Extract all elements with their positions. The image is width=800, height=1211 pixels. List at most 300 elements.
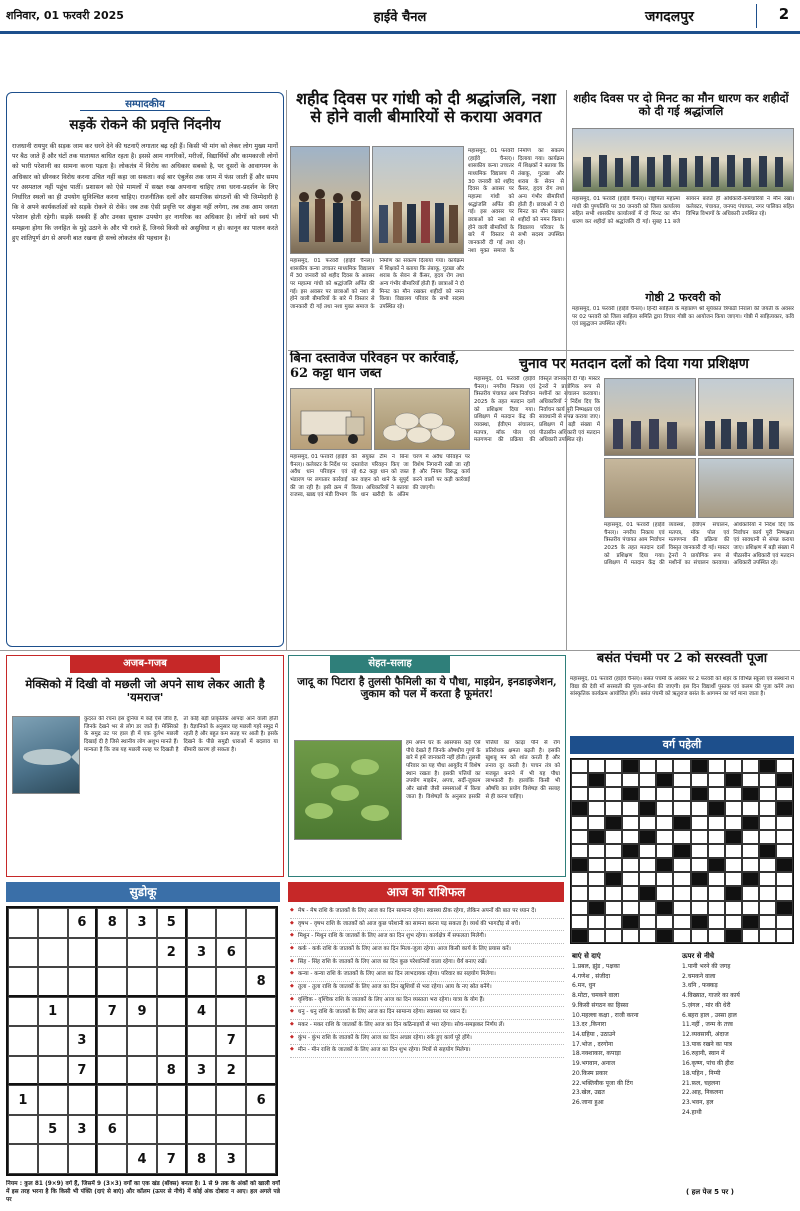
crossword-cell[interactable] xyxy=(656,816,673,830)
sudoku-cell[interactable]: 3 xyxy=(68,1115,98,1145)
sudoku-cell[interactable]: 6 xyxy=(68,908,98,938)
sudoku-cell[interactable] xyxy=(246,1056,276,1086)
rashifal-item: ◆ कुंभ - कुंभ राशि के जातकों के लिए आज का दिन अच्छा रहेगा। रुके हुए कार्य पूरे होंगे। xyxy=(290,1033,564,1046)
crossword-cell[interactable] xyxy=(605,830,622,844)
crossword-cell[interactable] xyxy=(776,915,793,929)
crossword-cell[interactable] xyxy=(742,858,759,872)
crossword-cell[interactable] xyxy=(742,886,759,900)
sudoku-cell[interactable] xyxy=(187,1026,217,1056)
crossword-cell[interactable] xyxy=(673,872,690,886)
lead-photo-right xyxy=(372,146,464,254)
crossword-cell[interactable] xyxy=(656,915,673,929)
bullet-icon: ◆ xyxy=(290,932,294,939)
crossword-cell[interactable] xyxy=(605,929,622,943)
bullet-icon: ◆ xyxy=(290,919,294,926)
crossword-cell[interactable] xyxy=(571,872,588,886)
crossword-cell[interactable] xyxy=(622,830,639,844)
sudoku-cell[interactable] xyxy=(68,1085,98,1115)
crossword-cell[interactable] xyxy=(588,801,605,815)
sudoku-cell[interactable] xyxy=(187,908,217,938)
crossword-block xyxy=(691,759,708,773)
masthead-divider xyxy=(756,4,757,28)
sudoku-cell[interactable] xyxy=(216,1115,246,1145)
sudoku-cell[interactable]: 8 xyxy=(246,967,276,997)
crossword-block xyxy=(622,759,639,773)
bullet-icon: ◆ xyxy=(290,1008,294,1015)
ajab-tab: अजब-गजब xyxy=(70,655,220,673)
crossword-cell[interactable] xyxy=(742,801,759,815)
crossword-cell[interactable] xyxy=(639,787,656,801)
crossword-block xyxy=(742,872,759,886)
crossword-cell[interactable] xyxy=(708,929,725,943)
sudoku-cell[interactable] xyxy=(216,1085,246,1115)
sudoku-grid[interactable] xyxy=(6,906,278,1176)
sudoku-cell[interactable]: 7 xyxy=(216,1026,246,1056)
crossword-block xyxy=(691,915,708,929)
crossword-block xyxy=(605,872,622,886)
sudoku-cell[interactable]: 8 xyxy=(157,1056,187,1086)
crossword-cell[interactable] xyxy=(691,886,708,900)
sehat-photo xyxy=(294,740,402,840)
sudoku-cell[interactable] xyxy=(246,1026,276,1056)
sudoku-cell[interactable]: 6 xyxy=(97,1115,127,1145)
sudoku-cell[interactable] xyxy=(38,908,68,938)
sudoku-cell[interactable] xyxy=(38,1144,68,1174)
people-photo-icon xyxy=(373,147,464,254)
sudoku-cell[interactable]: 5 xyxy=(157,908,187,938)
bullet-icon: ◆ xyxy=(290,982,294,989)
sudoku-cell[interactable] xyxy=(8,1144,38,1174)
crossword-block xyxy=(673,816,690,830)
sudoku-cell[interactable]: 6 xyxy=(246,1085,276,1115)
sudoku-cell[interactable] xyxy=(157,967,187,997)
sudoku-cell[interactable] xyxy=(246,938,276,968)
sudoku-cell[interactable] xyxy=(38,1056,68,1086)
bullet-icon: ◆ xyxy=(290,1020,294,1027)
crossword-cell[interactable] xyxy=(605,915,622,929)
crossword-block xyxy=(691,787,708,801)
crossword-cell[interactable] xyxy=(673,886,690,900)
sudoku-cell[interactable] xyxy=(38,938,68,968)
sudoku-cell[interactable] xyxy=(38,1085,68,1115)
sudoku-cell[interactable] xyxy=(68,1144,98,1174)
chunav-headline: चुनाव पर मतदान दलों को दिया गया प्रशिक्षण xyxy=(519,356,749,372)
crossword-cell[interactable] xyxy=(776,830,793,844)
crossword-cell[interactable] xyxy=(605,801,622,815)
crossword-cell[interactable] xyxy=(691,773,708,787)
sudoku-cell[interactable] xyxy=(127,1056,157,1086)
people-photo-icon xyxy=(605,379,696,456)
crossword-cell[interactable] xyxy=(571,816,588,830)
crossword-clue: 1.प्रबल, झुंड , पक्षका xyxy=(572,963,620,970)
rashifal-item: ◆ कर्क - कर्क राशि के जातकों के लिए आज का दिन मिला-जुला रहेगा। आज किसी कार्य के लिए प्रयास करें। xyxy=(290,944,564,957)
rashifal-list xyxy=(290,906,564,1208)
crossword-block xyxy=(725,830,742,844)
sudoku-cell[interactable] xyxy=(68,997,98,1027)
sudoku-cell[interactable]: 5 xyxy=(38,1115,68,1145)
basant-body: महासमुंद, 01 फरवरी (हाईवे चैनल)। बसंत पंचमी के अवसर पर 2 फरवरी को शहर के विभिन्न स्कूलों एवं संस्थानों में विद्या की देवी माँ सरस्वती की पूजा-अर्चना की जाएगी। इस दिन विद्यार्थी पुस्तक एवं कलम की पूजा करेंगे तथा सांस्कृतिक कार्यक्रम आयोजित होंगे। बसंत पंचमी को ऋतुराज बसंत के आगमन का पर्व माना जाता है। xyxy=(570,676,794,698)
crossword-cell[interactable] xyxy=(656,830,673,844)
ajab-photo xyxy=(12,716,80,794)
crossword-cell[interactable] xyxy=(605,901,622,915)
sudoku-cell[interactable] xyxy=(97,1144,127,1174)
crossword-grid[interactable] xyxy=(570,758,794,944)
sudoku-tab: सुडोकू xyxy=(6,882,280,902)
crossword-down-list xyxy=(682,962,794,1184)
crossword-block xyxy=(656,901,673,915)
crossword-cell[interactable] xyxy=(639,773,656,787)
crossword-note: ( हल पेज 5 पर ) xyxy=(686,1188,734,1196)
sudoku-cell[interactable]: 3 xyxy=(187,938,217,968)
crossword-block xyxy=(622,915,639,929)
crossword-down-title: ऊपर से नीचे xyxy=(682,952,715,960)
crossword-cell[interactable] xyxy=(759,801,776,815)
crossword-cell[interactable] xyxy=(605,759,622,773)
crossword-cell[interactable] xyxy=(588,816,605,830)
sudoku-cell[interactable] xyxy=(216,997,246,1027)
crossword-cell[interactable] xyxy=(588,759,605,773)
crossword-clue: 13.दर ,किनारा xyxy=(572,1021,607,1029)
sudoku-cell[interactable] xyxy=(8,967,38,997)
crossword-cell[interactable] xyxy=(776,886,793,900)
crossword-cell[interactable] xyxy=(571,886,588,900)
sudoku-cell[interactable]: 6 xyxy=(216,938,246,968)
sudoku-cell[interactable] xyxy=(246,1144,276,1174)
section-rule xyxy=(288,350,794,351)
gosthi-headline: गोष्ठी 2 फरवरी को xyxy=(645,291,721,304)
crossword-cell[interactable] xyxy=(588,872,605,886)
crossword-cell[interactable] xyxy=(639,816,656,830)
sudoku-cell[interactable] xyxy=(187,1085,217,1115)
sudoku-cell[interactable] xyxy=(8,1115,38,1145)
crossword-cell[interactable] xyxy=(759,872,776,886)
crossword-cell[interactable] xyxy=(742,901,759,915)
crossword-cell[interactable] xyxy=(605,844,622,858)
sudoku-cell[interactable]: 1 xyxy=(8,1085,38,1115)
crossword-cell[interactable] xyxy=(708,773,725,787)
crossword-clue: 10.महल्ला कक्षा , राजी करना xyxy=(572,1011,639,1019)
crossword-cell[interactable] xyxy=(588,858,605,872)
crossword-cell[interactable] xyxy=(673,901,690,915)
sehat-tab: सेहत-सलाह xyxy=(330,655,450,673)
sudoku-cell[interactable] xyxy=(8,938,38,968)
crossword-cell[interactable] xyxy=(759,787,776,801)
crossword-cell[interactable] xyxy=(639,844,656,858)
crossword-cell[interactable] xyxy=(656,844,673,858)
crossword-block xyxy=(725,886,742,900)
crossword-cell[interactable] xyxy=(571,915,588,929)
crossword-block xyxy=(708,801,725,815)
sudoku-cell[interactable] xyxy=(97,1085,127,1115)
crossword-cell[interactable] xyxy=(673,929,690,943)
bullet-icon: ◆ xyxy=(290,957,294,964)
sudoku-cell[interactable] xyxy=(157,1115,187,1145)
sudoku-cell[interactable]: 4 xyxy=(127,1144,157,1174)
crossword-cell[interactable] xyxy=(708,886,725,900)
sudoku-cell[interactable]: 8 xyxy=(97,908,127,938)
crossword-cell[interactable] xyxy=(639,858,656,872)
crossword-cell[interactable] xyxy=(725,872,742,886)
crossword-cell[interactable] xyxy=(742,759,759,773)
crossword-block xyxy=(639,801,656,815)
crossword-block xyxy=(656,773,673,787)
crossword-block xyxy=(759,759,776,773)
sudoku-cell[interactable] xyxy=(8,908,38,938)
crossword-cell[interactable] xyxy=(742,773,759,787)
sudoku-cell[interactable]: 8 xyxy=(187,1144,217,1174)
crossword-clue: 1.पानी भरने की जगह xyxy=(682,963,731,970)
crossword-cell[interactable] xyxy=(639,915,656,929)
crossword-cell[interactable] xyxy=(708,759,725,773)
crossword-block xyxy=(776,801,793,815)
crossword-cell[interactable] xyxy=(571,787,588,801)
crossword-cell[interactable] xyxy=(588,787,605,801)
crossword-cell[interactable] xyxy=(639,872,656,886)
crossword-cell[interactable] xyxy=(691,816,708,830)
crossword-cell[interactable] xyxy=(571,901,588,915)
crossword-cell[interactable] xyxy=(673,858,690,872)
sudoku-cell[interactable] xyxy=(187,1115,217,1145)
crossword-cell[interactable] xyxy=(571,844,588,858)
crossword-cell[interactable] xyxy=(656,872,673,886)
editorial-tab: सम्पादकीय xyxy=(80,96,210,111)
sudoku-cell[interactable] xyxy=(8,997,38,1027)
crossword-clue: 21.फ़ल, चहलना xyxy=(682,1079,720,1087)
crossword-clue: 20.किस्म प्रकार xyxy=(572,1069,608,1077)
crossword-clue: 9.किसी संगठन का हिस्सा xyxy=(572,1001,629,1009)
sudoku-cell[interactable] xyxy=(127,1085,157,1115)
crossword-cell[interactable] xyxy=(622,886,639,900)
crossword-cell[interactable] xyxy=(776,759,793,773)
sudoku-cell[interactable] xyxy=(127,967,157,997)
crossword-block xyxy=(571,929,588,943)
crossword-cell[interactable] xyxy=(588,929,605,943)
gosthi-body: महासमुंद, 01 फरवरी (हाईवे चैनल)। हिन्दी साहित्य के महाप्राण श्री सूर्यकांत त्रिपाठी निराला की जयंती के अवसर पर 02 फरवरी को जिला साहित्य समिति द्वारा विचार गोष्ठी का आयोजन किया जाएगा। गोष्ठी में साहित्यकार, कवि एवं प्रबुद्धजन उपस्थित रहेंगे। xyxy=(572,306,794,328)
sudoku-cell[interactable]: 7 xyxy=(97,997,127,1027)
crossword-cell[interactable] xyxy=(725,858,742,872)
crossword-cell[interactable] xyxy=(571,773,588,787)
crossword-cell[interactable] xyxy=(776,787,793,801)
crossword-cell[interactable] xyxy=(725,915,742,929)
crossword-cell[interactable] xyxy=(708,872,725,886)
rashifal-item: ◆ सिंह - सिंह राशि के जातकों के लिए आज का दिन कुछ परेशानियों वाला रहेगा। धैर्य बनाए रखें। xyxy=(290,957,564,970)
crossword-clue: 3.धनि , फक्कड़ xyxy=(682,982,718,990)
crossword-cell[interactable] xyxy=(759,886,776,900)
page-number: 2 xyxy=(778,5,790,23)
sudoku-cell[interactable] xyxy=(97,1056,127,1086)
crossword-cell[interactable] xyxy=(708,901,725,915)
sudoku-cell[interactable] xyxy=(127,1115,157,1145)
rashifal-item: ◆ मेष - मेष राशि के जातकों के लिए आज का दिन सामान्य रहेगा। स्वास्थ्य ठीक रहेगा, लेकिन अपनों की बात पर ध्यान दें। xyxy=(290,906,564,919)
crossword-block xyxy=(691,872,708,886)
sudoku-cell[interactable] xyxy=(127,1026,157,1056)
crossword-cell[interactable] xyxy=(656,787,673,801)
crossword-cell[interactable] xyxy=(708,915,725,929)
crossword-block xyxy=(742,787,759,801)
crossword-cell[interactable] xyxy=(759,901,776,915)
crossword-cell[interactable] xyxy=(725,759,742,773)
bullet-icon: ◆ xyxy=(290,995,294,1002)
sudoku-cell[interactable]: 7 xyxy=(68,1056,98,1086)
sudoku-cell[interactable] xyxy=(246,908,276,938)
crossword-cell[interactable] xyxy=(656,886,673,900)
sudoku-cell[interactable] xyxy=(97,938,127,968)
crossword-cell[interactable] xyxy=(588,886,605,900)
sudoku-cell[interactable]: 3 xyxy=(216,1144,246,1174)
crossword-clue: 6.बहरा हाल , उस्सा हाल xyxy=(682,1011,737,1019)
crossword-cell[interactable] xyxy=(708,844,725,858)
crossword-cell[interactable] xyxy=(691,801,708,815)
crossword-cell[interactable] xyxy=(725,787,742,801)
crossword-clue: 14.ग्रहिया , उठाउने xyxy=(572,1031,616,1039)
crossword-block xyxy=(639,886,656,900)
sudoku-cell[interactable] xyxy=(216,908,246,938)
masthead-city: जगदलपुर xyxy=(645,9,694,25)
crossword-cell[interactable] xyxy=(691,858,708,872)
plant-icon xyxy=(295,741,402,840)
sacks-photo-icon xyxy=(375,389,470,450)
crossword-cell[interactable] xyxy=(588,915,605,929)
maun-body: महासमुंद, 01 फरवरी (हाईवे चैनल)। राष्ट्रपिता महात्मा गांधी की पुण्यतिथि पर 30 जनवरी को जिला कार्यालय सहित सभी शासकीय कार्यालयों में दो मिनट का मौन धारण कर शहीदों को श्रद्धांजलि दी गई। सुबह 11 बजे सायरन बजते ही अधिकारी-कर्मचारियों ने मौन रखा। कलेक्टर, पंचायत, जनपद पंचायत, नगर पालिका सहित विभिन्न विभागों के अधिकारी उपस्थित रहे। xyxy=(572,196,794,226)
crossword-cell[interactable] xyxy=(691,844,708,858)
crossword-cell[interactable] xyxy=(742,844,759,858)
sudoku-cell[interactable] xyxy=(246,997,276,1027)
crossword-cell[interactable] xyxy=(673,915,690,929)
sudoku-cell[interactable] xyxy=(38,967,68,997)
crossword-clue: 6.मन, धुन xyxy=(572,982,596,990)
sudoku-cell[interactable] xyxy=(127,938,157,968)
sudoku-cell[interactable] xyxy=(38,1026,68,1056)
crossword-cell[interactable] xyxy=(622,801,639,815)
crossword-cell[interactable] xyxy=(708,816,725,830)
crossword-cell[interactable] xyxy=(776,929,793,943)
crossword-clue: 22.आह, निकलना xyxy=(682,1089,724,1097)
crossword-cell[interactable] xyxy=(673,830,690,844)
crossword-cell[interactable] xyxy=(759,773,776,787)
rashifal-tab: आज का राशिफल xyxy=(288,882,564,902)
crossword-cell[interactable] xyxy=(622,816,639,830)
editorial-headline: सड़कें रोकने की प्रवृत्ति निंदनीय xyxy=(69,117,221,133)
crossword-cell[interactable] xyxy=(708,787,725,801)
crossword-cell[interactable] xyxy=(639,759,656,773)
crossword-cell[interactable] xyxy=(759,830,776,844)
sudoku-cell[interactable] xyxy=(97,1026,127,1056)
crossword-cell[interactable] xyxy=(673,801,690,815)
sudoku-cell[interactable]: 9 xyxy=(127,997,157,1027)
sudoku-cell[interactable]: 2 xyxy=(216,1056,246,1086)
sudoku-cell[interactable] xyxy=(8,1026,38,1056)
crossword-cell[interactable] xyxy=(673,773,690,787)
sudoku-cell[interactable] xyxy=(68,938,98,968)
crossword-cell[interactable] xyxy=(691,929,708,943)
crossword-cell[interactable] xyxy=(605,787,622,801)
sudoku-cell[interactable] xyxy=(157,997,187,1027)
crossword-clue: 18.पहिन , निग्मी xyxy=(682,1069,721,1077)
crossword-clue: 2.चमकने वाला xyxy=(682,972,716,980)
crossword-cell[interactable] xyxy=(622,872,639,886)
sudoku-cell[interactable] xyxy=(187,967,217,997)
sudoku-cell[interactable]: 3 xyxy=(127,908,157,938)
crossword-cell[interactable] xyxy=(622,929,639,943)
crossword-cell[interactable] xyxy=(708,830,725,844)
sudoku-cell[interactable]: 1 xyxy=(38,997,68,1027)
basant-headline: बसंत पंचमी पर 2 को सरस्वती पूजा xyxy=(596,651,768,666)
crossword-tab: वर्ग पहेली xyxy=(570,736,794,754)
sudoku-cell[interactable] xyxy=(216,967,246,997)
crossword-cell[interactable] xyxy=(571,830,588,844)
sudoku-cell[interactable]: 4 xyxy=(187,997,217,1027)
crossword-cell[interactable] xyxy=(759,915,776,929)
crossword-cell[interactable] xyxy=(759,929,776,943)
rashifal-item: ◆ मीन - मीन राशि के जातकों के लिए आज का दिन शुभ रहेगा। मित्रों से सहयोग मिलेगा। xyxy=(290,1045,564,1058)
crossword-cell[interactable] xyxy=(673,787,690,801)
masthead-title: हाईवे चैनल xyxy=(373,10,427,25)
sudoku-cell[interactable] xyxy=(97,967,127,997)
crossword-cell[interactable] xyxy=(639,929,656,943)
crossword-block xyxy=(639,830,656,844)
lead-body-right: महासमुंद, 01 फरवरी (हाईवे चैनल)। शासकीय कन्या उच्चतर माध्यमिक विद्यालय में 30 जनवरी को शहीद दिवस के अवसर पर महात्मा गांधी को श्रद्धांजलि अर्पित की गई। इस अवसर पर छात्राओं को नशा से होने वाली बीमारियों के बारे में विस्तार से जानकारी दी गई तथा नशा मुक्त समाज के निर्माण का संकल्प दिलाया गया। कार्यक्रम में शिक्षकों ने बताया कि तंबाकू, गुटखा और शराब के सेवन से कैंसर, हृदय रोग तथा अन्य गंभीर बीमारियाँ होती हैं। छात्राओं ने दो मिनट का मौन रखकर शहीदों को नमन किया। विद्यालय परिवार के सभी सदस्य उपस्थित रहे। xyxy=(468,148,564,254)
sudoku-cell[interactable]: 3 xyxy=(68,1026,98,1056)
crossword-cell[interactable] xyxy=(742,929,759,943)
crossword-cell[interactable] xyxy=(605,773,622,787)
crossword-block xyxy=(588,830,605,844)
lead-photo-left xyxy=(290,146,370,254)
crossword-cell[interactable] xyxy=(622,858,639,872)
crossword-cell[interactable] xyxy=(725,801,742,815)
crossword-block xyxy=(605,816,622,830)
crossword-cell[interactable] xyxy=(725,816,742,830)
crossword-cell[interactable] xyxy=(656,801,673,815)
column-rule xyxy=(566,90,567,650)
sudoku-cell[interactable]: 3 xyxy=(187,1056,217,1086)
crossword-cell[interactable] xyxy=(759,858,776,872)
crossword-cell[interactable] xyxy=(691,830,708,844)
sudoku-cell[interactable] xyxy=(157,1085,187,1115)
crossword-clue: 13.पाक रखने का पात्र xyxy=(682,1040,732,1048)
crossword-cell[interactable] xyxy=(673,759,690,773)
crossword-cell[interactable] xyxy=(571,759,588,773)
sudoku-cell[interactable]: 2 xyxy=(157,938,187,968)
crossword-cell[interactable] xyxy=(622,901,639,915)
crossword-cell[interactable] xyxy=(776,816,793,830)
crossword-cell[interactable] xyxy=(776,844,793,858)
crossword-cell[interactable] xyxy=(742,830,759,844)
crossword-cell[interactable] xyxy=(605,858,622,872)
crossword-cell[interactable] xyxy=(776,872,793,886)
crossword-cell[interactable] xyxy=(725,901,742,915)
crossword-block xyxy=(622,787,639,801)
crossword-cell[interactable] xyxy=(691,901,708,915)
chunav-body-right: महासमुंद, 01 फरवरी (हाईवे चैनल)। नगरीय निकाय एवं त्रिस्तरीय पंचायत आम निर्वाचन 2025 के तहत मतदान दलों को प्रशिक्षण दिया गया। प्रशिक्षण में मतदान केंद्र की व्यवस्था, ईवीएम संचालन, मतपत्र, मॉक पोल एवं मतगणना की प्रक्रिया की विस्तृत जानकारी दी गई। मास्टर ट्रेनरों ने प्रायोगिक रूप से मशीनों का संचालन करवाया। अधिकारियों ने निर्देश दिए कि निर्वाचन कार्य पूरी निष्पक्षता एवं सावधानी से संपन्न कराया जाए। प्रशिक्षण में बड़ी संख्या में पीठासीन अधिकारी एवं मतदान अधिकारी उपस्थित रहे। xyxy=(604,522,794,567)
sudoku-cell[interactable] xyxy=(246,1115,276,1145)
crossword-cell[interactable] xyxy=(725,844,742,858)
maun-headline: शहीद दिवस पर दो मिनट का मौन धारण कर शहीदों को दी गई श्रद्धांजलि xyxy=(573,91,789,119)
sehat-headline: जादू का पिटारा है तुलसी फैमिली का ये पौधा, माइग्रेन, इनडाइजेशन, जुकाम को पल में करता है फूमंतर! xyxy=(297,676,557,701)
sudoku-cell[interactable] xyxy=(68,967,98,997)
crossword-cell[interactable] xyxy=(759,816,776,830)
crossword-clue: 16.रुहानी, स्वान में xyxy=(682,1050,725,1058)
dhaan-photo-right xyxy=(374,388,470,450)
crossword-cell[interactable] xyxy=(605,886,622,900)
crossword-cell[interactable] xyxy=(622,773,639,787)
sudoku-cell[interactable] xyxy=(8,1056,38,1086)
sudoku-cell[interactable] xyxy=(157,1026,187,1056)
crossword-cell[interactable] xyxy=(639,901,656,915)
sudoku-cell[interactable]: 7 xyxy=(157,1144,187,1174)
crossword-cell[interactable] xyxy=(588,844,605,858)
crossword-cell[interactable] xyxy=(656,759,673,773)
crossword-clue: 19.भगवान, अनाज xyxy=(572,1060,616,1068)
